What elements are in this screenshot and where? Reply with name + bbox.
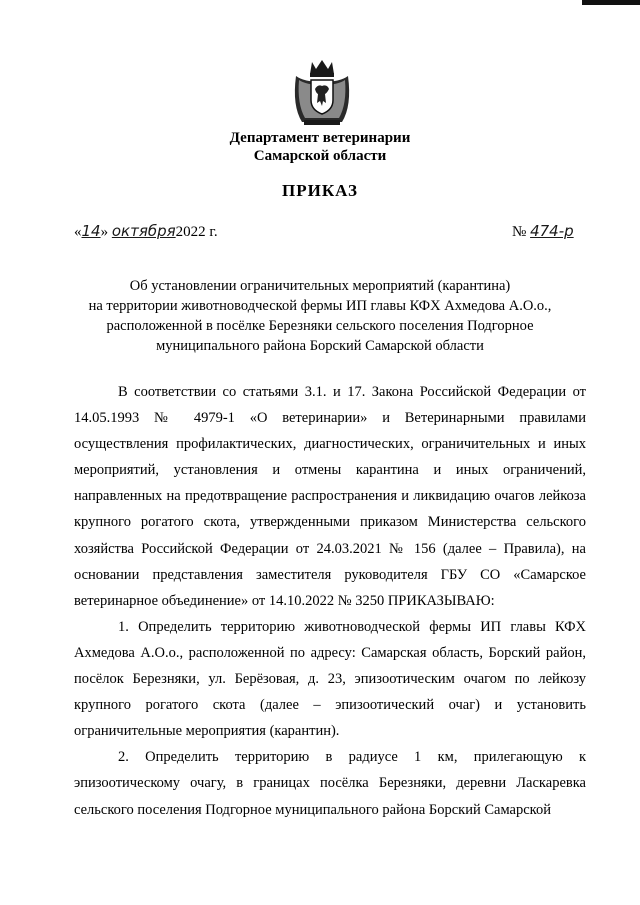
subject-line-4: муниципального района Борский Самарской области <box>156 338 484 354</box>
subject-line-2: на территории животноводческой фермы ИП главы КФХ Ахмедова А.О.о., <box>88 298 552 314</box>
subject-line-1: Об установлении ограничительных мероприятий (карантина) <box>129 278 511 294</box>
department-name-line-1: Департамент ветеринарии <box>229 130 411 146</box>
department-name-line-2: Самарской области <box>253 148 387 164</box>
date-month-handwritten: октября <box>111 222 176 240</box>
samara-region-coat-of-arms-icon <box>290 56 354 128</box>
date-year: 2022 г. <box>175 224 218 240</box>
order-number <box>512 222 574 241</box>
order-subject <box>60 276 580 356</box>
item-2-paragraph: 2. Определить территорию в радиусе 1 км, прилегающую к эпизоотическому очагу, в границах посёлка Березняки, деревни Ласкаревка сельского поселения Подгорное муниципального района Борский Самарской <box>74 749 586 818</box>
order-title: ПРИКАЗ <box>282 181 358 200</box>
item-1-paragraph: 1. Определить территорию животноводческой фермы ИП главы КФХ Ахмедова А.О.о., расположенной по адресу: Самарская область, Борский район, посёлок Березняки, ул. Берёзовая, д. 23, эпизоотическим очагом по лейкозу крупного рогатого скота (далее – эпизоотический очаг) и установить ограничительные мероприятия (карантин). <box>74 618 586 740</box>
date-open-quote: « <box>74 224 82 240</box>
subject-line-3: расположенной в посёлке Березняки сельского поселения Подгорное <box>106 318 534 334</box>
number-prefix: № <box>512 224 527 240</box>
scan-corner-mark <box>582 0 640 5</box>
date-day-handwritten: 14 <box>81 222 101 240</box>
number-value-handwritten: 474-р <box>530 222 574 240</box>
order-date <box>74 222 218 241</box>
order-body <box>74 379 586 823</box>
preamble-paragraph: В соответствии со статьями 3.1. и 17. Закона Российской Федерации от 14.05.1993 № 4979-1 «О ветеринарии» и Ветеринарными правилами осуществления профилактических, диагностических, ограничительных и иных мероприятий, установления и отмены карантина и иных ограничений, направленных на предотвращение распространения и ликвидацию очагов лейкоза крупного рогатого скота, утвержденными приказом Министерства сельского хозяйства Российской Федерации от 24.03.2021 № 156 (далее – Правила), на основании представления заместителя руководителя ГБУ СО «Самарское ветеринарное объединение» от 14.10.2022 № 3250 ПРИКАЗЫВАЮ: <box>74 384 586 609</box>
date-close-quote: » <box>100 224 109 240</box>
